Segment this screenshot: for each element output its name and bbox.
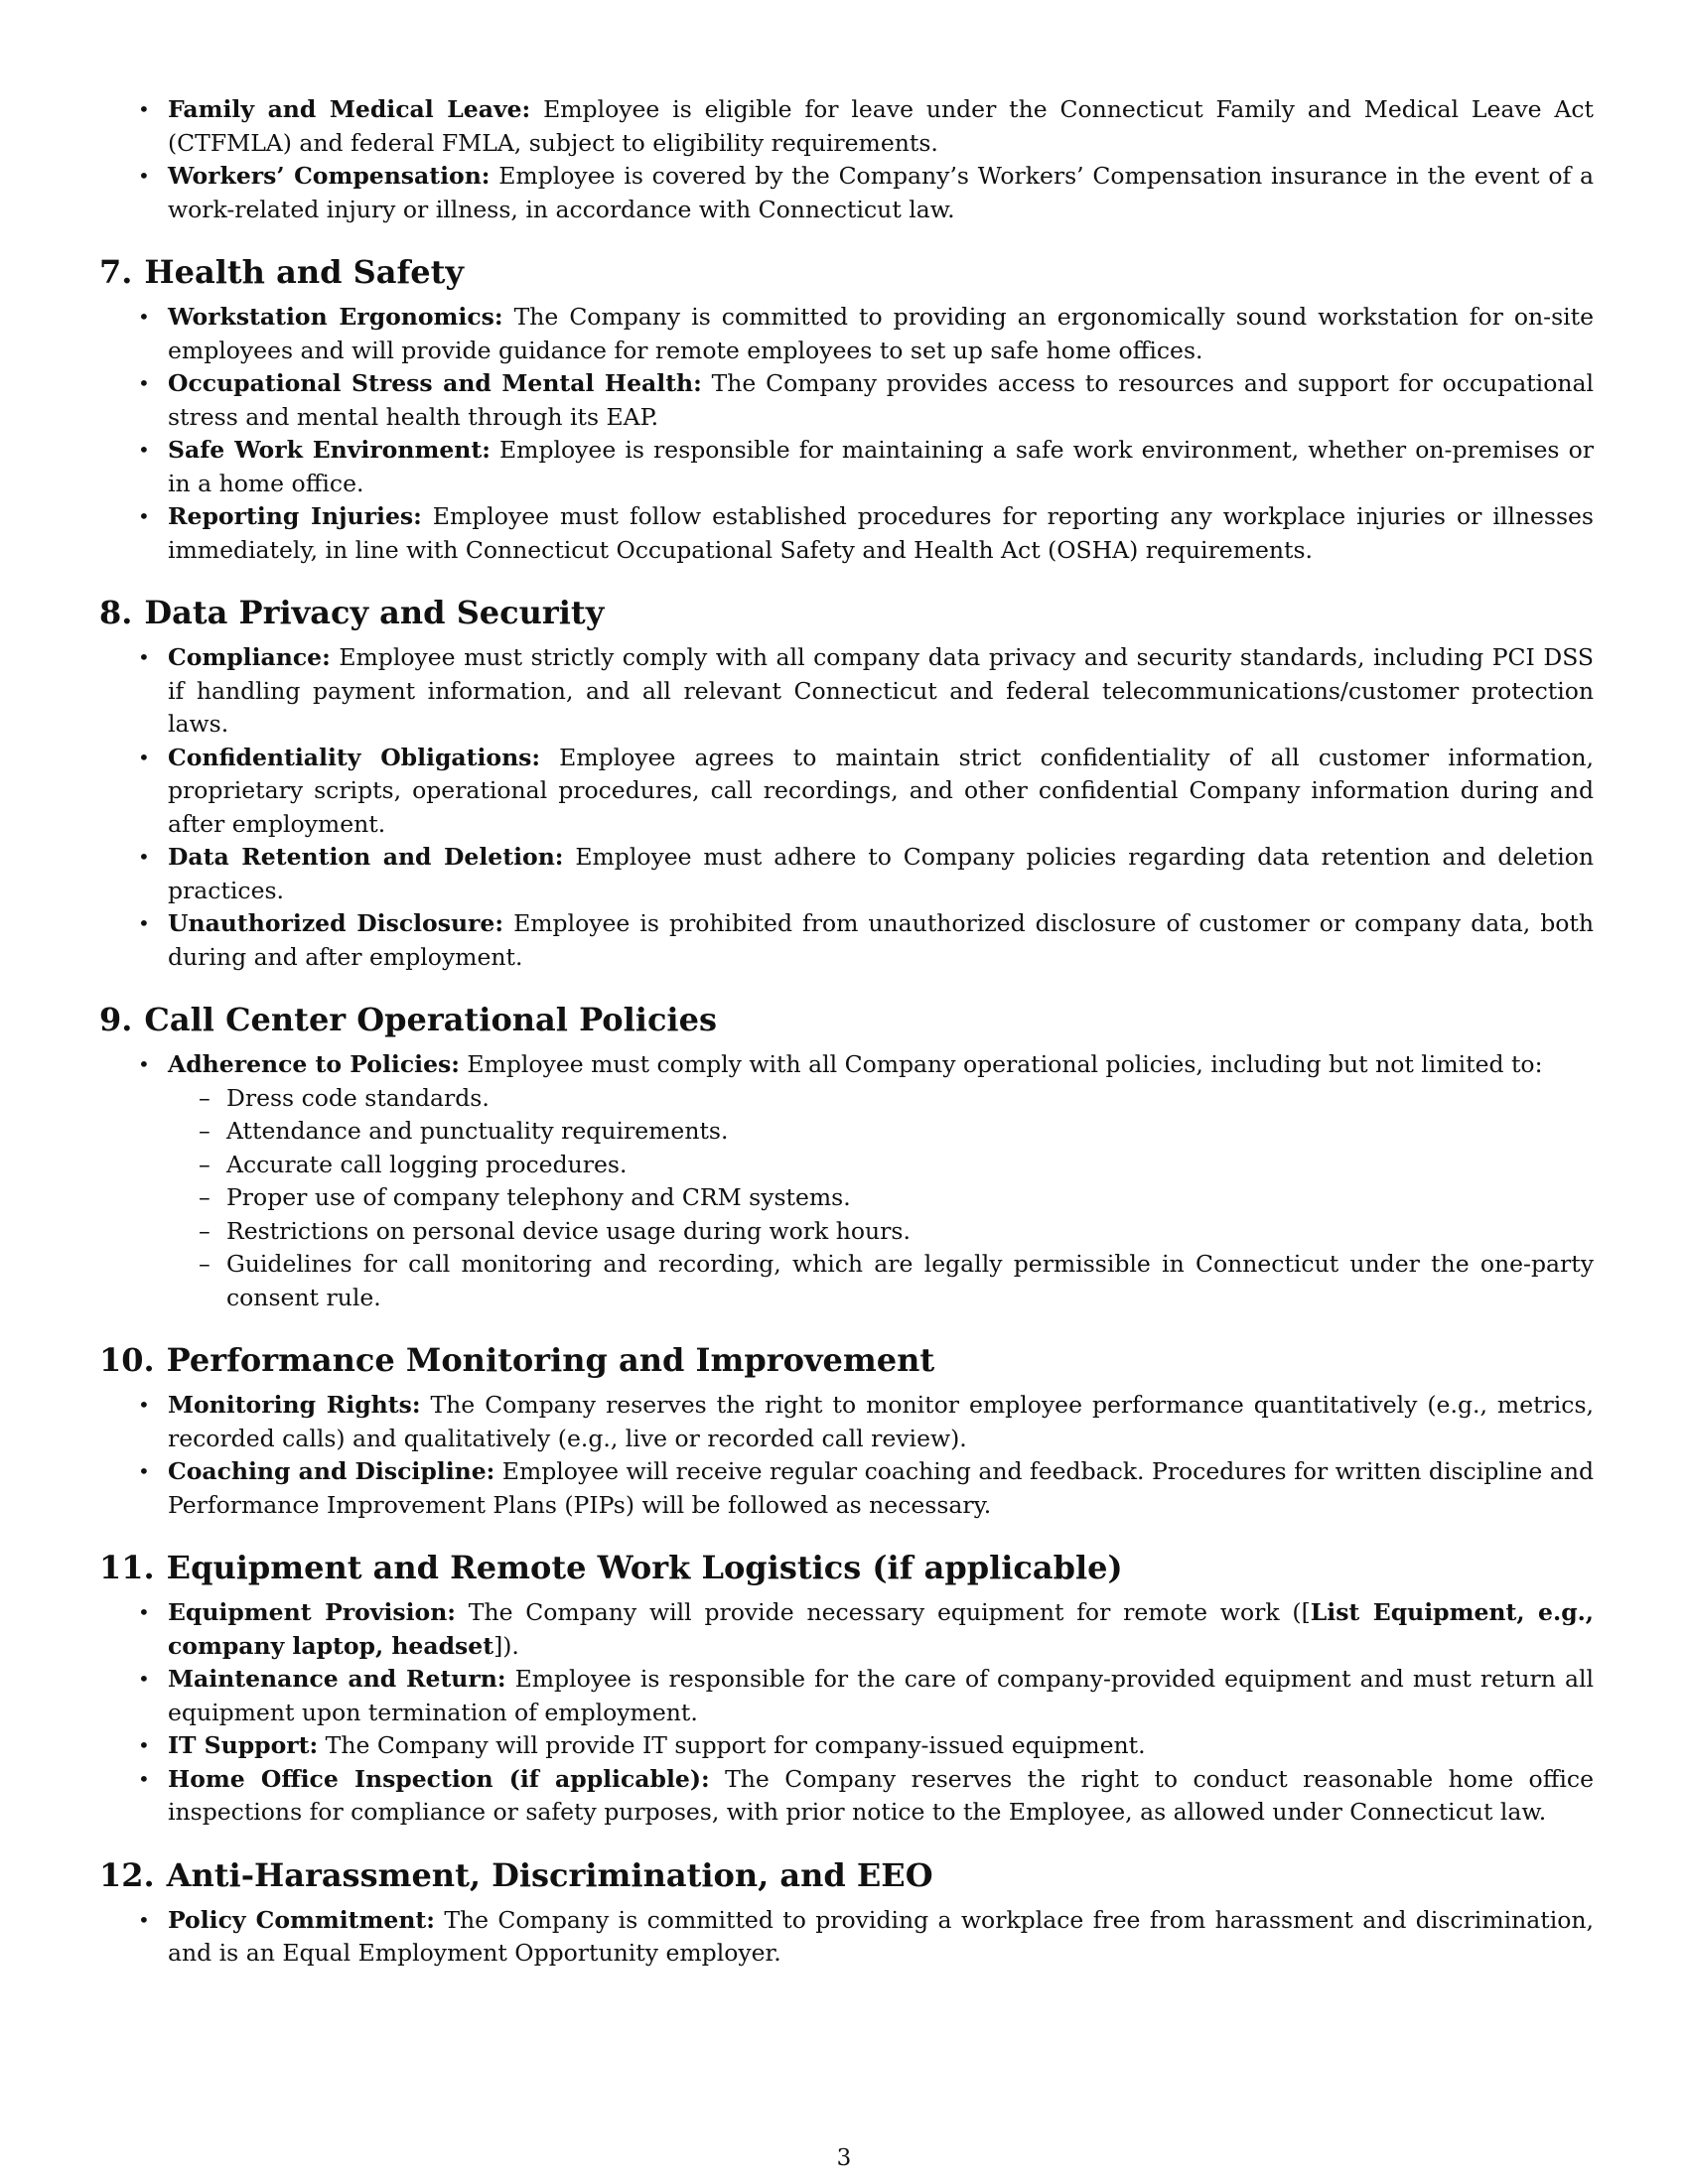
bullet-icon: •	[138, 1393, 150, 1417]
equipment-placeholder: List Equipment, e.g., company laptop, headset	[168, 1598, 1594, 1660]
sublist-item	[168, 1181, 1594, 1215]
item-label: Data Retention and Deletion:	[168, 843, 564, 871]
data-privacy-list	[99, 641, 1594, 974]
item-text: The Company will provide IT support for company-issued equipment.	[318, 1731, 1146, 1759]
item-text: Employee agrees to maintain strict confidentiality of all customer information, proprietary scripts, operational procedures, call recordings, and other confidential Company information during and after employment.	[168, 743, 1594, 838]
list-item	[99, 301, 1594, 367]
bullet-icon: •	[138, 1667, 150, 1691]
section-heading-anti-harassment	[99, 1855, 1594, 1895]
dash-icon: –	[199, 1216, 211, 1245]
sublist-item	[168, 1215, 1594, 1249]
section-title: Health and Safety	[144, 253, 464, 291]
item-text: The Company is committed to providing a workplace free from harassment and discrimination, and is an Equal Employment Opportunity employer.	[168, 1905, 1594, 1967]
item-label: Workstation Ergonomics:	[168, 303, 503, 331]
item-label: Unauthorized Disclosure:	[168, 909, 504, 937]
section-title: Call Center Operational Policies	[144, 1001, 717, 1038]
item-text-end: ]).	[493, 1631, 519, 1660]
bullet-icon: •	[138, 371, 150, 395]
item-text: Employee will receive regular coaching and feedback. Procedures for written discipline and Performance Improvement Plans (PIPs) will be followed as necessary.	[168, 1457, 1594, 1519]
item-text: The Company reserves the right to monitor employee performance quantitatively (e.g., metrics, recorded calls) and qualitatively (e.g., live or recorded call review).	[168, 1391, 1594, 1452]
item-label: Compliance:	[168, 643, 331, 671]
page-number: 3	[836, 2145, 852, 2171]
sublist-text: Proper use of company telephony and CRM systems.	[226, 1183, 851, 1211]
dash-icon: –	[199, 1183, 211, 1211]
item-label: Monitoring Rights:	[168, 1391, 421, 1419]
item-label: Coaching and Discipline:	[168, 1457, 495, 1485]
list-item	[99, 500, 1594, 567]
item-label: Home Office Inspection (if applicable):	[168, 1764, 710, 1793]
section-heading-performance	[99, 1340, 1594, 1380]
bullet-icon: •	[138, 305, 150, 329]
item-text: The Company reserves the right to conduct reasonable home office inspections for compliance or safety purposes, with prior notice to the Employee, as allowed under Connecticut law.	[168, 1764, 1594, 1826]
item-text: Employee must adhere to Company policies regarding data retention and deletion practices.	[168, 843, 1594, 904]
section-heading-health-safety	[99, 252, 1594, 292]
document-page	[99, 93, 1594, 1971]
bullet-icon: •	[138, 845, 150, 869]
performance-list	[99, 1389, 1594, 1522]
sublist-text: Dress code standards.	[226, 1083, 490, 1112]
item-label: Equipment Provision:	[168, 1598, 456, 1626]
list-item	[99, 1048, 1594, 1314]
item-label: Safe Work Environment:	[168, 436, 491, 464]
dash-icon: –	[199, 1150, 211, 1178]
list-item	[99, 367, 1594, 434]
item-text: Employee is prohibited from unauthorized disclosure of customer or company data, both during and after employment.	[168, 909, 1594, 971]
dash-icon: –	[199, 1250, 211, 1278]
dash-icon: –	[199, 1083, 211, 1112]
bullet-icon: •	[138, 645, 150, 669]
section-number: 10.	[99, 1341, 155, 1379]
section-heading-equipment	[99, 1548, 1594, 1587]
section-number: 11.	[99, 1549, 155, 1586]
sublist-item	[168, 1115, 1594, 1149]
section-title: Performance Monitoring and Improvement	[166, 1341, 935, 1379]
health-safety-list	[99, 301, 1594, 567]
bullet-icon: •	[138, 97, 150, 121]
item-text: Employee is eligible for leave under the Connecticut Family and Medical Leave Act (CTFMLA) and federal FMLA, subject to eligibility requirements.	[168, 95, 1594, 157]
list-item	[99, 742, 1594, 842]
bullet-icon: •	[138, 164, 150, 188]
sublist-text: Attendance and punctuality requirements.	[226, 1117, 729, 1145]
item-text: Employee is responsible for the care of company-provided equipment and must return all equipment upon termination of employment.	[168, 1665, 1594, 1726]
item-label: Family and Medical Leave:	[168, 95, 531, 123]
bullet-icon: •	[138, 1459, 150, 1483]
item-label: Adherence to Policies:	[168, 1050, 460, 1078]
list-item	[99, 1389, 1594, 1455]
item-label: Occupational Stress and Mental Health:	[168, 369, 702, 397]
list-item	[99, 434, 1594, 500]
section-number: 9.	[99, 1001, 133, 1038]
list-item	[99, 1763, 1594, 1830]
sublist-item	[168, 1149, 1594, 1182]
section-heading-data-privacy	[99, 593, 1594, 632]
list-item	[99, 907, 1594, 974]
bullet-icon: •	[138, 911, 150, 935]
bullet-icon: •	[138, 504, 150, 528]
benefits-continued-list	[99, 93, 1594, 226]
item-text: The Company is committed to providing an ergonomically sound workstation for on-site employees and will provide guidance for remote employees to set up safe home offices.	[168, 303, 1594, 364]
dash-icon: –	[199, 1117, 211, 1145]
list-item	[99, 1663, 1594, 1729]
bullet-icon: •	[138, 438, 150, 462]
list-item	[99, 160, 1594, 226]
section-title: Data Privacy and Security	[144, 594, 605, 631]
bullet-icon: •	[138, 1766, 150, 1791]
bullet-icon: •	[138, 1733, 150, 1757]
section-number: 7.	[99, 253, 133, 291]
bullet-icon: •	[138, 1052, 150, 1076]
policy-sublist	[168, 1082, 1594, 1315]
bullet-icon: •	[138, 745, 150, 769]
list-item	[99, 1904, 1594, 1971]
section-title: Equipment and Remote Work Logistics (if applicable)	[166, 1549, 1123, 1586]
item-text: Employee must comply with all Company operational policies, including but not limited to:	[459, 1050, 1543, 1078]
list-item	[99, 1596, 1594, 1663]
bullet-icon: •	[138, 1600, 150, 1624]
item-text: Employee is responsible for maintaining a safe work environment, whether on-premises or in a home office.	[168, 436, 1594, 497]
sublist-text: Accurate call logging procedures.	[226, 1150, 628, 1178]
list-item	[99, 1729, 1594, 1763]
call-center-list	[99, 1048, 1594, 1314]
section-number: 12.	[99, 1855, 155, 1894]
item-label: Workers’ Compensation:	[168, 162, 491, 190]
item-text: The Company provides access to resources and support for occupational stress and mental health through its EAP.	[168, 369, 1594, 431]
list-item	[99, 641, 1594, 742]
item-text: Employee must follow established procedures for reporting any workplace injuries or illnesses immediately, in line with Connecticut Occupational Safety and Health Act (OSHA) requirements.	[168, 502, 1594, 564]
sublist-text: Restrictions on personal device usage during work hours.	[226, 1216, 911, 1245]
list-item	[99, 93, 1594, 160]
item-text: Employee is covered by the Company’s Workers’ Compensation insurance in the event of a work-related injury or illness, in accordance with Connecticut law.	[168, 162, 1595, 223]
equipment-list	[99, 1596, 1594, 1830]
list-item	[99, 841, 1594, 907]
item-label: Confidentiality Obligations:	[168, 743, 541, 771]
item-label: Policy Commitment:	[168, 1905, 435, 1934]
anti-harassment-list	[99, 1904, 1594, 1971]
section-title: Anti-Harassment, Discrimination, and EEO	[166, 1855, 933, 1894]
item-text: Employee must strictly comply with all company data privacy and security standards, including PCI DSS if handling payment information, and all relevant Connecticut and federal telecommunications/customer protection laws.	[168, 643, 1594, 738]
item-label: Reporting Injuries:	[168, 502, 422, 530]
list-item	[99, 1455, 1594, 1522]
section-number: 8.	[99, 594, 133, 631]
section-heading-call-center	[99, 1000, 1594, 1039]
bullet-icon: •	[138, 1907, 150, 1932]
item-label: Maintenance and Return:	[168, 1665, 506, 1693]
item-label: IT Support:	[168, 1731, 319, 1759]
sublist-text: Guidelines for call monitoring and recording, which are legally permissible in Connecticut under the one-party consent rule.	[226, 1250, 1594, 1311]
sublist-item	[168, 1248, 1594, 1314]
sublist-item	[168, 1082, 1594, 1116]
item-text: The Company will provide necessary equipment for remote work ([	[455, 1598, 1311, 1626]
